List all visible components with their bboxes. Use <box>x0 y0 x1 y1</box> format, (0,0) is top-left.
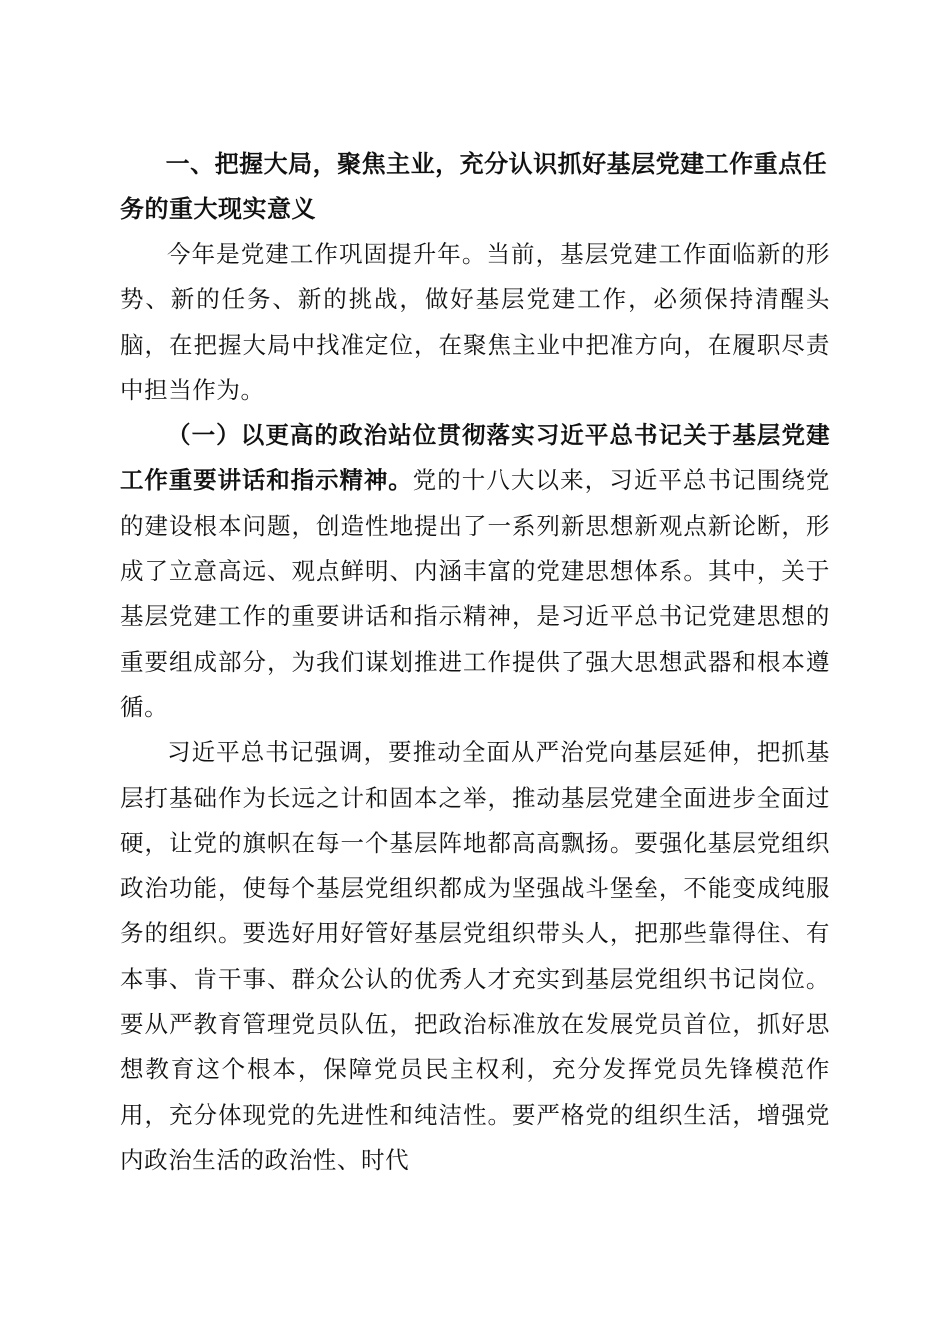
paragraph-subsection-one <box>120 413 830 730</box>
section-heading: 一、把握大局，聚焦主业，充分认识抓好基层党建工作重点任务的重大现实意义 <box>120 150 828 223</box>
paragraph-intro: 今年是党建工作巩固提升年。当前，基层党建工作面临新的形势、新的任务、新的挑战，做好基层党建工作，必须保持清醒头脑，在把握大局中找准定位，在聚焦主业中把准方向，在履职尽责中担当作为。 <box>120 240 830 404</box>
paragraph-xi-emphasis: 习近平总书记强调，要推动全面从严治党向基层延伸，把抓基层打基础作为长远之计和固本之举，推动基层党建全面进步全面过硬，让党的旗帜在每一个基层阵地都高高飘扬。要强化基层党组织政治功能，使每个基层党组织都成为坚强战斗堡垒，不能变成纯服务的组织。要选好用好管好基层党组织带头人，把那些靠得住、有本事、肯干事、群众公认的优秀人才充实到基层党组织书记岗位。要从严教育管理党员队伍，把政治标准放在发展党员首位，抓好思想教育这个根本，保障党员民主权利，充分发挥党员先锋模范作用，充分体现党的先进性和纯洁性。要严格党的组织生活，增强党内政治生活的政治性、时代 <box>120 738 830 1174</box>
subsection-lead: （一）以更高的政治站位贯彻落实习近平总书记关于基层党建工作重要讲话和指示精神。 <box>120 421 830 495</box>
document-body <box>120 142 830 1183</box>
subsection-body: 党的十八大以来，习近平总书记围绕党的建设根本问题，创造性地提出了一系列新思想新观点新论断，形成了立意高远、观点鲜明、内涵丰富的党建思想体系。其中，关于基层党建工作的重要讲话和指示精神，是习近平总书记党建思想的重要组成部分，为我们谋划推进工作提供了强大思想武器和根本遵循。 <box>120 466 830 721</box>
